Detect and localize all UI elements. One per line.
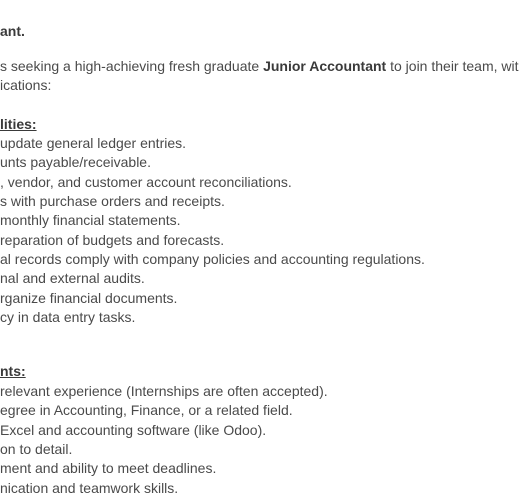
list-item: update general ledger entries. — [0, 135, 187, 151]
list-item: nal and external audits. — [0, 270, 145, 286]
list-item: nication and teamwork skills. — [0, 480, 179, 496]
job-title-fragment: ant. — [0, 23, 25, 39]
list-item: rganize financial documents. — [0, 290, 178, 306]
list-item: unts payable/receivable. — [0, 154, 151, 170]
list-item: ment and ability to meet deadlines. — [0, 460, 217, 476]
responsibilities-heading: lities: — [0, 116, 37, 132]
list-item: egree in Accounting, Finance, or a related field. — [0, 402, 293, 418]
list-item: Excel and accounting software (like Odoo). — [0, 422, 267, 438]
list-item: al records comply with company policies and accounting regulations. — [0, 251, 425, 267]
list-item: , vendor, and customer account reconciliations. — [0, 174, 292, 190]
position-name: Junior Accountant — [263, 58, 387, 74]
list-item: reparation of budgets and forecasts. — [0, 232, 225, 248]
intro-line-1 — [0, 57, 519, 75]
list-item: s with purchase orders and receipts. — [0, 193, 225, 209]
intro-line-2: ications: — [0, 77, 52, 93]
intro-text-post: to join their team, wit — [386, 58, 519, 74]
list-item: on to detail. — [0, 441, 73, 457]
list-item: monthly financial statements. — [0, 212, 181, 228]
intro-text-pre: s seeking a high-achieving fresh graduate — [0, 58, 264, 74]
list-item: cy in data entry tasks. — [0, 309, 136, 325]
requirements-heading: nts: — [0, 363, 26, 379]
list-item: relevant experience (Internships are often accepted). — [0, 383, 328, 399]
